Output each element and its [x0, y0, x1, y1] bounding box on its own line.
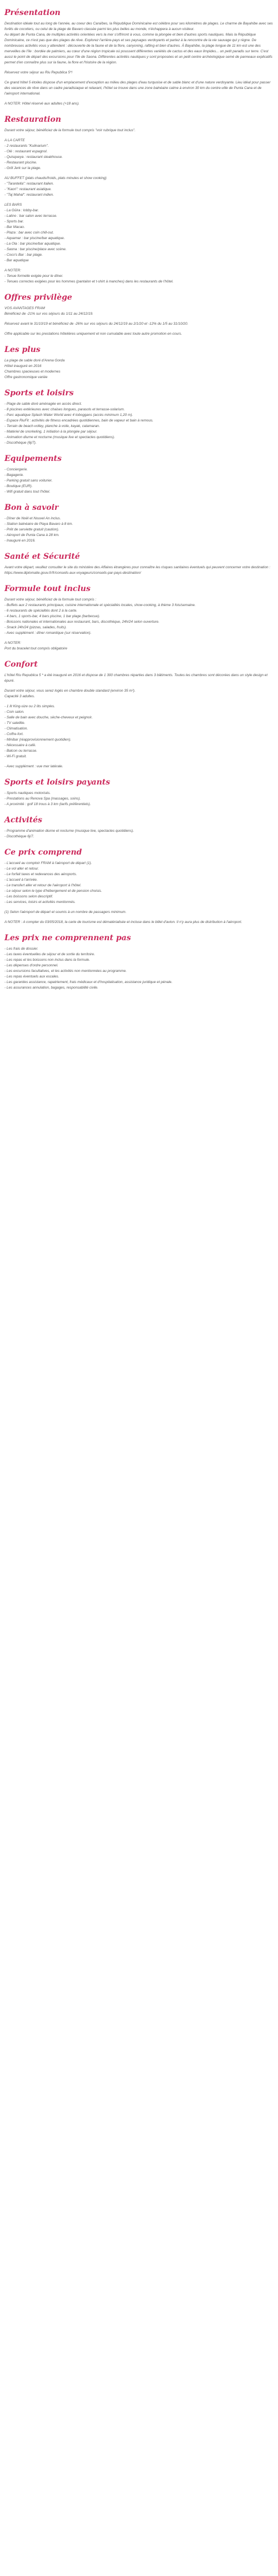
section-7 — [0, 552, 278, 576]
section-title: Les prix ne comprennent pas — [4, 934, 131, 942]
section-paragraph: La plage de sable doré d'Arena Gorda Hôtel inauguré en 2016 Chambres spacieuses et modernes Offre gastronomique variée — [4, 359, 65, 379]
section-paragraph: AU BUFFET (plats chauds/froids, plats minutes et show cooking) - "Tarantella": restaurant italien. - "Kaori": restaurant asiatique. - "Taj Mahal": restaurant indien. — [4, 176, 107, 197]
section-paragraph: - Programme d'animation diurne et nocturne (musique live, spectacles quotidiens). - Discothèque 6j/7. — [4, 829, 134, 838]
section-paragraph: A NOTER: Port du bracelet tout compris obligatoire — [4, 641, 67, 651]
section-4 — [0, 388, 278, 446]
section-paragraph: Réservez votre séjour au Riu Republica 5*! — [4, 71, 73, 75]
section-6 — [0, 503, 278, 544]
section-paragraph: - Dîner de Noël et Nouvel An inclus. - Station balnéaire de Playa Bavaro à 8 km. - Prêt de serviette gratuit (caution). - Aéroport de Punta Cana à 28 km. - Inauguré en 2016. — [4, 517, 73, 543]
section-paragraph: - Plage de sable doré aménagée en accès direct. - 8 piscines extérieures avec chaises longues, parasols et terrasse-solarium. - Parc aquatique Splash Water World avec 4 toboggans (accès minimum 1,20 m). - Espace RiuFit : activités de fitness encadrées quotidiennes, bain de vapeur et bain à remous. - Terrain de beach-volley, planche à voile, kayak, catamaran. - Matériel de snorkeling, 1 initiation à la plongée par séjour. - Animation diurne et nocturne (musique live et spectacles quotidiens). - Discothèque (6j/7). — [4, 402, 153, 445]
section-title: Sports et loisirs payants — [4, 778, 110, 787]
section-paragraph: Durant votre séjour, bénéficiez de la formule tout compris "voir rubrique tout inclus". — [4, 128, 136, 132]
section-paragraph: - 1 lit King-size ou 2 lits simples. - Coin salon. - Salle de bain avec douche, sèche-cheveux et peignoir. - TV satellite. - Climatisation. - Coffre-fort. - Minibar (réapprovisionnement quotidien). - Nécessaire à café. - Balcon ou terrasse. - Wi-Fi gratuit. — [4, 704, 93, 758]
section-title: Formule tout inclus — [4, 584, 91, 593]
section-paragraph: Offre applicable sur les prestations hôtelières uniquement et non cumulable avec toute autre promotion en cours. — [4, 332, 182, 336]
section-paragraph: Avant votre départ, veuillez consulter le site du ministère des Affaires étrangères pour connaître les risques sanitaires éventuels qui peuvent concerner votre destination : https://www.diplomatie.gouv.fr/fr/conseils-aux-voyageurs/conseils-par-pays-destination/ — [4, 565, 271, 575]
section-title: Les plus — [4, 345, 41, 354]
section-paragraph: Destination idéale tout au long de l'année, au coeur des Caraïbes, la République Dominicaine est célèbre pour ses kilomètres de plages. Le charme de Bayahibe avec ses forêts de cocotiers, ou celui de la plage de Bavaro classée parmi les plus belles au monde, n'échappera à aucun visiteur. Au départ de Punta Cana, de multiples activités orientées vers la mer s'offriront à vous, comme la plongée et bien d'autres sports nautiques. Mais la République Dominicaine, ce n'est pas que des plages de rêve. Explorez l'arrière-pays et ses paysages verdoyants et partez à la rencontre de la vie sauvage qui y règne. De nombreuses activités vous y attendent : découverte de la faune et de la flore, canyoning, rafting et bien d'autres. À Bayahibe, la plage longue de 11 km est une des merveilles de l'île : bordée de palmiers, au cœur d'une région tropicale où poussent différentes variétés de cactus et des eaux limpides... un petit paradis sur terre. C'est aussi le point de départ des excursions pour l'île de Saona. Différentes activités nautiques y sont proposées et un petit centre archéologique semé de panneaux explicatifs permet d'en connaître plus sur la faune, la flore et l'histoire de la région. — [4, 22, 273, 64]
section-paragraph: - Conciergerie. - Bagagerie. - Parking gratuit sans voiturier. - Boutique (EUR). - Wifi gratuit dans tout l'hôtel. — [4, 468, 53, 494]
section-3 — [0, 345, 278, 380]
section-paragraph: A LA CARTE - 2 restaurants "Kulinarium". - Olé : restaurant espagnol. - Quisqueya : restaurant steakhouse. - Restaurant piscine. - Grill Jerk sur la plage. — [4, 138, 63, 170]
section-8 — [0, 584, 278, 652]
section-title: Bon à savoir — [4, 503, 59, 512]
section-2 — [0, 292, 278, 337]
section-paragraph: L'hôtel Riu Republica 5 * a été inauguré en 2016 et dispose de 1 300 chambres réparties dans 3 bâtiments. Toutes les chambres sont décorées dans un style design et épuré. — [4, 673, 268, 683]
section-paragraph: VOS AVANTAGES FRAM Bénéficiez de -21% sur vos séjours du 1/11 au 24/12/19. — [4, 306, 93, 316]
section-title: Offres privilège — [4, 293, 72, 302]
section-title: Restauration — [4, 115, 61, 124]
section-title: Equipements — [4, 454, 62, 463]
section-paragraph: - L'accueil au comptoir FRAM à l'aéroport de départ (1). - Le vol aller et retour. - Le forfait taxes et redevances des aéroports. - L'accueil à l'arrivée. - Le transfert aller et retour de l'aéroport à l'hôtel. - Le séjour selon le type d'hébergement et de pension choisis. - Les boissons selon descriptif. - Les services, loisirs et activités mentionnés. — [4, 861, 102, 904]
section-paragraph: - Avec supplément : vue mer latérale. — [4, 765, 63, 768]
section-1 — [0, 115, 278, 285]
section-paragraph: Durant votre séjour, vous serez logés en chambre double standard (environ 35 m²). Capacité 3 adultes. — [4, 689, 136, 698]
section-paragraph: LES BARS - La Güira : lobby-bar. - Latino : bar salon avec terrasse. - Sports bar. - Bar Macao. - Plaza : bar avec coin chill-out. - Aquamar : bar piscine/bar aquatique. - La Ola : bar piscine/bar aquatique. - Saona : bar piscine/place avec scène. - Coco's Bar : bar plage. - Bar aquatique — [4, 203, 67, 262]
section-title: Présentation — [4, 8, 61, 17]
section-5 — [0, 454, 278, 495]
section-paragraph: A NOTER: - Tenue formelle exigée pour le dîner. - Tenues correctes exigées pour les hommes (pantalon et t-shirt à manches) dans les restaurants de l'hôtel. — [4, 269, 173, 284]
section-paragraph: Durant votre séjour, bénéficiez de la formule tout compris : - Buffets aux 2 restaurants principaux, cuisine internationale et spécialités locales, show-cooking, à thème 3 fois/semaine. - 6 restaurants de spécialités dont 2 à la carte. - 4 bars, 1 sports-bar, 4 bars piscine, 1 bar plage (barbecue). - Boissons nationales et internationales aux restaurant, bars, discothèque, 24h/24 selon ouverture. - Snack 24h/24 (pizzas, salades, fruits). - Avec supplément : dîner romantique (sur réservation). — [4, 598, 196, 635]
section-title: Confort — [4, 660, 38, 669]
section-paragraph: Réservez avant le 31/10/19 et bénéficiez de -26% sur vos séjours du 24/12/19 au 2/1/20 et -12% du 1/5 au 31/10/20. — [4, 322, 188, 326]
section-title: Sports et loisirs — [4, 389, 74, 398]
section-12 — [0, 847, 278, 925]
section-13 — [0, 933, 278, 991]
section-paragraph: - Sports nautiques motorisés. - Prestations au Renova Spa (massages, soins). - A proximité : golf 18 trous à 3 km (tarifs préférentiels). — [4, 791, 91, 806]
section-paragraph: A NOTER : A compter du 03/05/2018, la carte de tourisme est dématérialisée et incluse dans le billet d'avion. Il n'y aura plus de distribution à l'aéroport. — [4, 920, 242, 924]
section-paragraph: Ce grand hôtel 5 étoiles dispose d'un emplacement d'exception au milieu des plages d'eau turquoise et de sable blanc et d'une nature verdoyante. Lieu idéal pour passer des vacances de rêve dans un cadre paradisiaque et relaxant, l'hôtel se trouve dans une zone balnéaire calme à environ 30 km du centre-ville de Punta Cana et de l'aéroport international. — [4, 81, 271, 96]
section-title: Activités — [4, 816, 42, 825]
hotel-description-page — [0, 8, 278, 1018]
section-paragraph: (1) Selon l'aéroport de départ et soumis à un nombre de passagers minimum. — [4, 910, 127, 914]
section-title: Ce prix comprend — [4, 848, 82, 857]
section-0 — [0, 8, 278, 107]
section-title: Santé et Sécurité — [4, 552, 80, 561]
section-9 — [0, 659, 278, 770]
section-paragraph: - Les frais de dossier. - Les taxes éventuelles de séjour et de sortie du territoire. - Les repas et les boissons non inclus dans la formule. - Les dépenses d'ordre personnel. - Les excursions facultatives, et les activités non mentionnées au programme. - Les repas éventuels aux escales. - Les garanties assistance, rapatriement, frais médicaux et d'hospitalisation, assistance juridique et pénale. - Les assurances annulation, bagages, responsabilité civile. — [4, 947, 173, 990]
section-paragraph: A NOTER: Hôtel réservé aux adultes (+18 ans). — [4, 102, 80, 106]
section-11 — [0, 815, 278, 840]
section-10 — [0, 777, 278, 807]
